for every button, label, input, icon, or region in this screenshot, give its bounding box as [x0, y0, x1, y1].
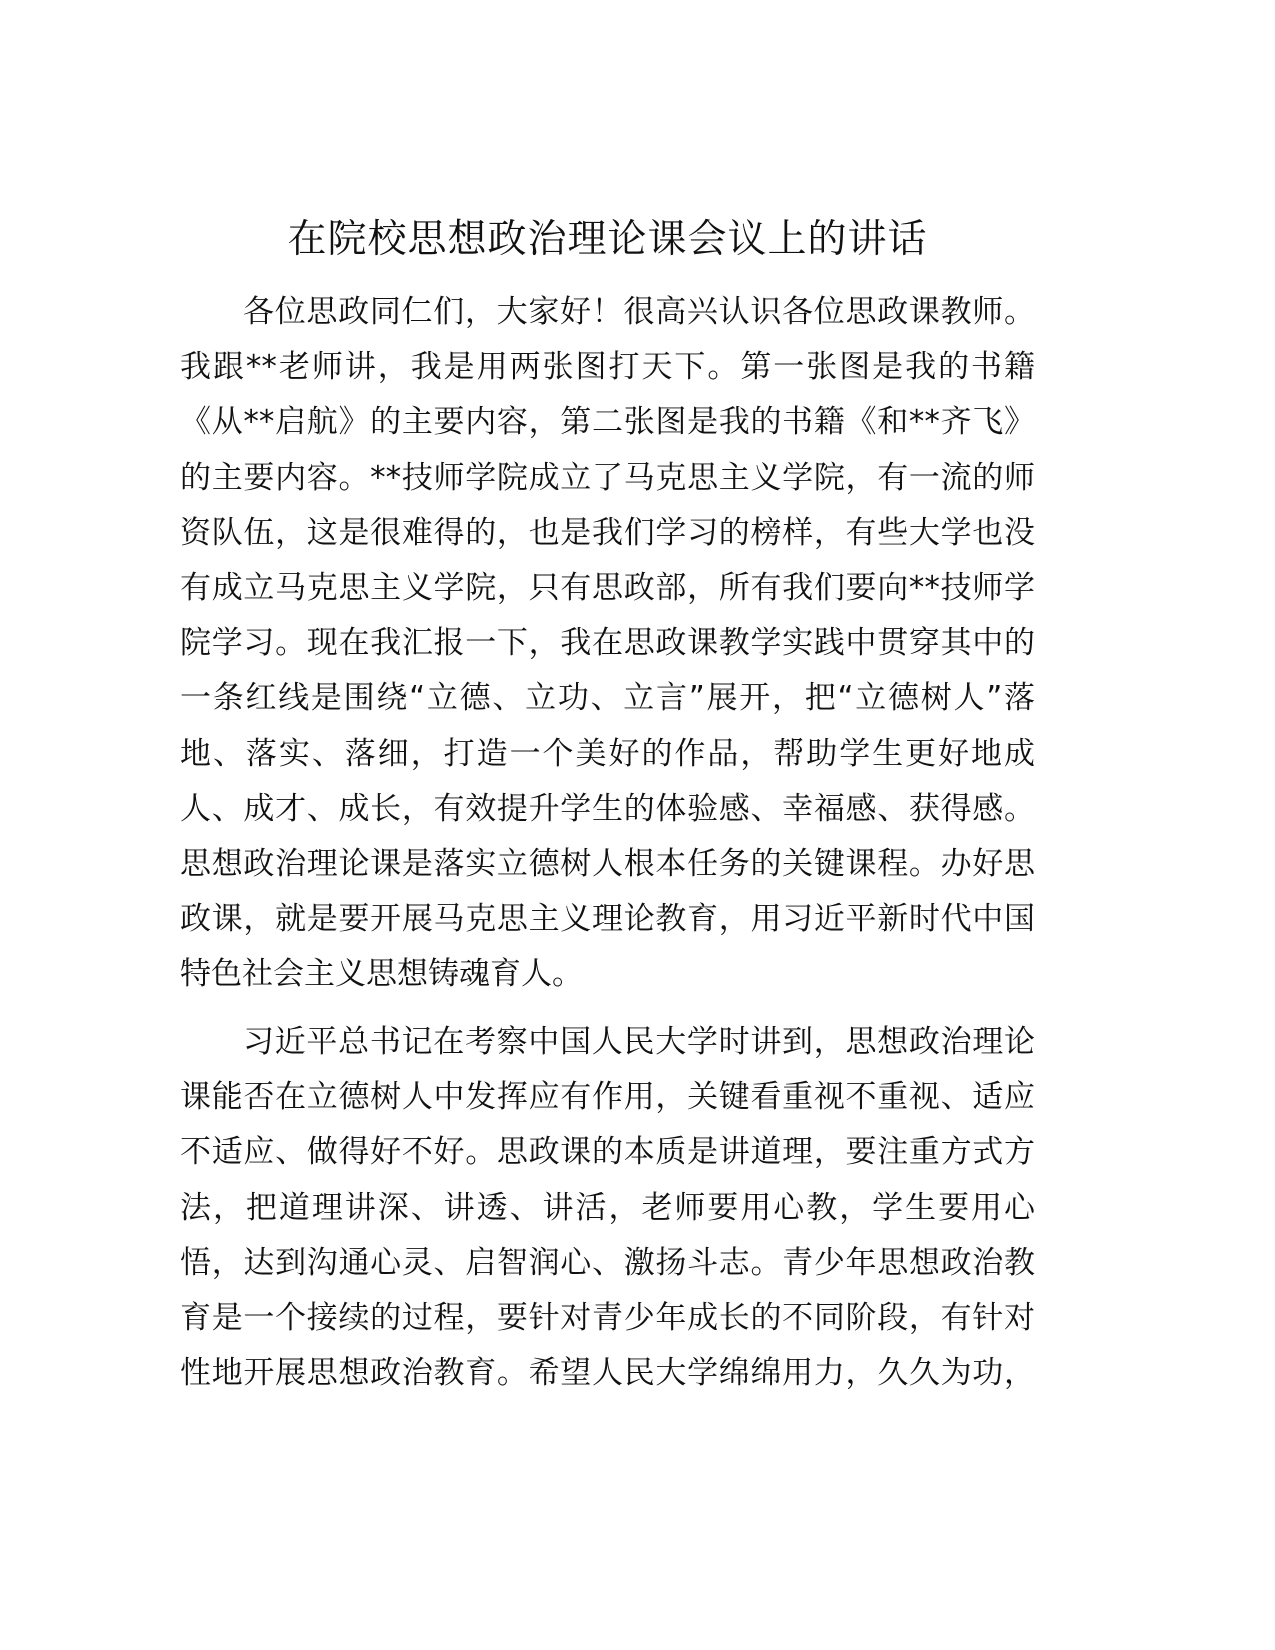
text-line: 课能否在立德树人中发挥应有作用，关键看重视不重视、适应	[180, 1079, 1035, 1116]
paragraph-2	[180, 1015, 1035, 1401]
text-line: 育是一个接续的过程，要针对青少年成长的不同阶段，有针对	[180, 1299, 1035, 1336]
text-line: 我跟**老师讲，我是用两张图打天下。第一张图是我的书籍	[180, 349, 1035, 386]
text-line: 政课，就是要开展马克思主义理论教育，用习近平新时代中国	[180, 901, 1035, 938]
text-line: 习近平总书记在考察中国人民大学时讲到，思想政治理论	[243, 1024, 1035, 1060]
text-line: 性地开展思想政治教育。希望人民大学绵绵用力，久久为功，	[180, 1355, 1035, 1392]
document-title: 在院校思想政治理论课会议上的讲话	[287, 217, 928, 262]
text-line: 一条红线是围绕“立德、立功、立言”展开，把“立德树人”落	[180, 680, 1035, 717]
text-line: 人、成才、成长，有效提升学生的体验感、幸福感、获得感。	[180, 790, 1035, 827]
text-line: 地、落实、落细，打造一个美好的作品，帮助学生更好地成	[180, 735, 1035, 772]
text-line: 有成立马克思主义学院，只有思政部，所有我们要向**技师学	[180, 569, 1035, 606]
text-line: 思想政治理论课是落实立德树人根本任务的关键课程。办好思	[180, 845, 1035, 882]
text-line: 悟，达到沟通心灵、启智润心、激扬斗志。青少年思想政治教	[180, 1244, 1035, 1281]
text-line: 《从**启航》的主要内容，第二张图是我的书籍《和**齐飞》	[180, 404, 1035, 441]
text-line: 资队伍，这是很难得的，也是我们学习的榜样，有些大学也没	[180, 514, 1035, 551]
text-line: 各位思政同仁们，大家好！很高兴认识各位思政课教师。	[243, 294, 1035, 330]
text-line: 不适应、做得好不好。思政课的本质是讲道理，要注重方式方	[180, 1134, 1035, 1171]
text-line: 的主要内容。**技师学院成立了马克思主义学院，有一流的师	[180, 459, 1035, 496]
text-line: 院学习。现在我汇报一下，我在思政课教学实践中贯穿其中的	[180, 625, 1035, 662]
paragraph-1	[180, 285, 1035, 1002]
text-line: 法，把道理讲深、讲透、讲活，老师要用心教，学生要用心	[180, 1189, 1035, 1226]
text-line: 特色社会主义思想铸魂育人。	[180, 956, 583, 993]
